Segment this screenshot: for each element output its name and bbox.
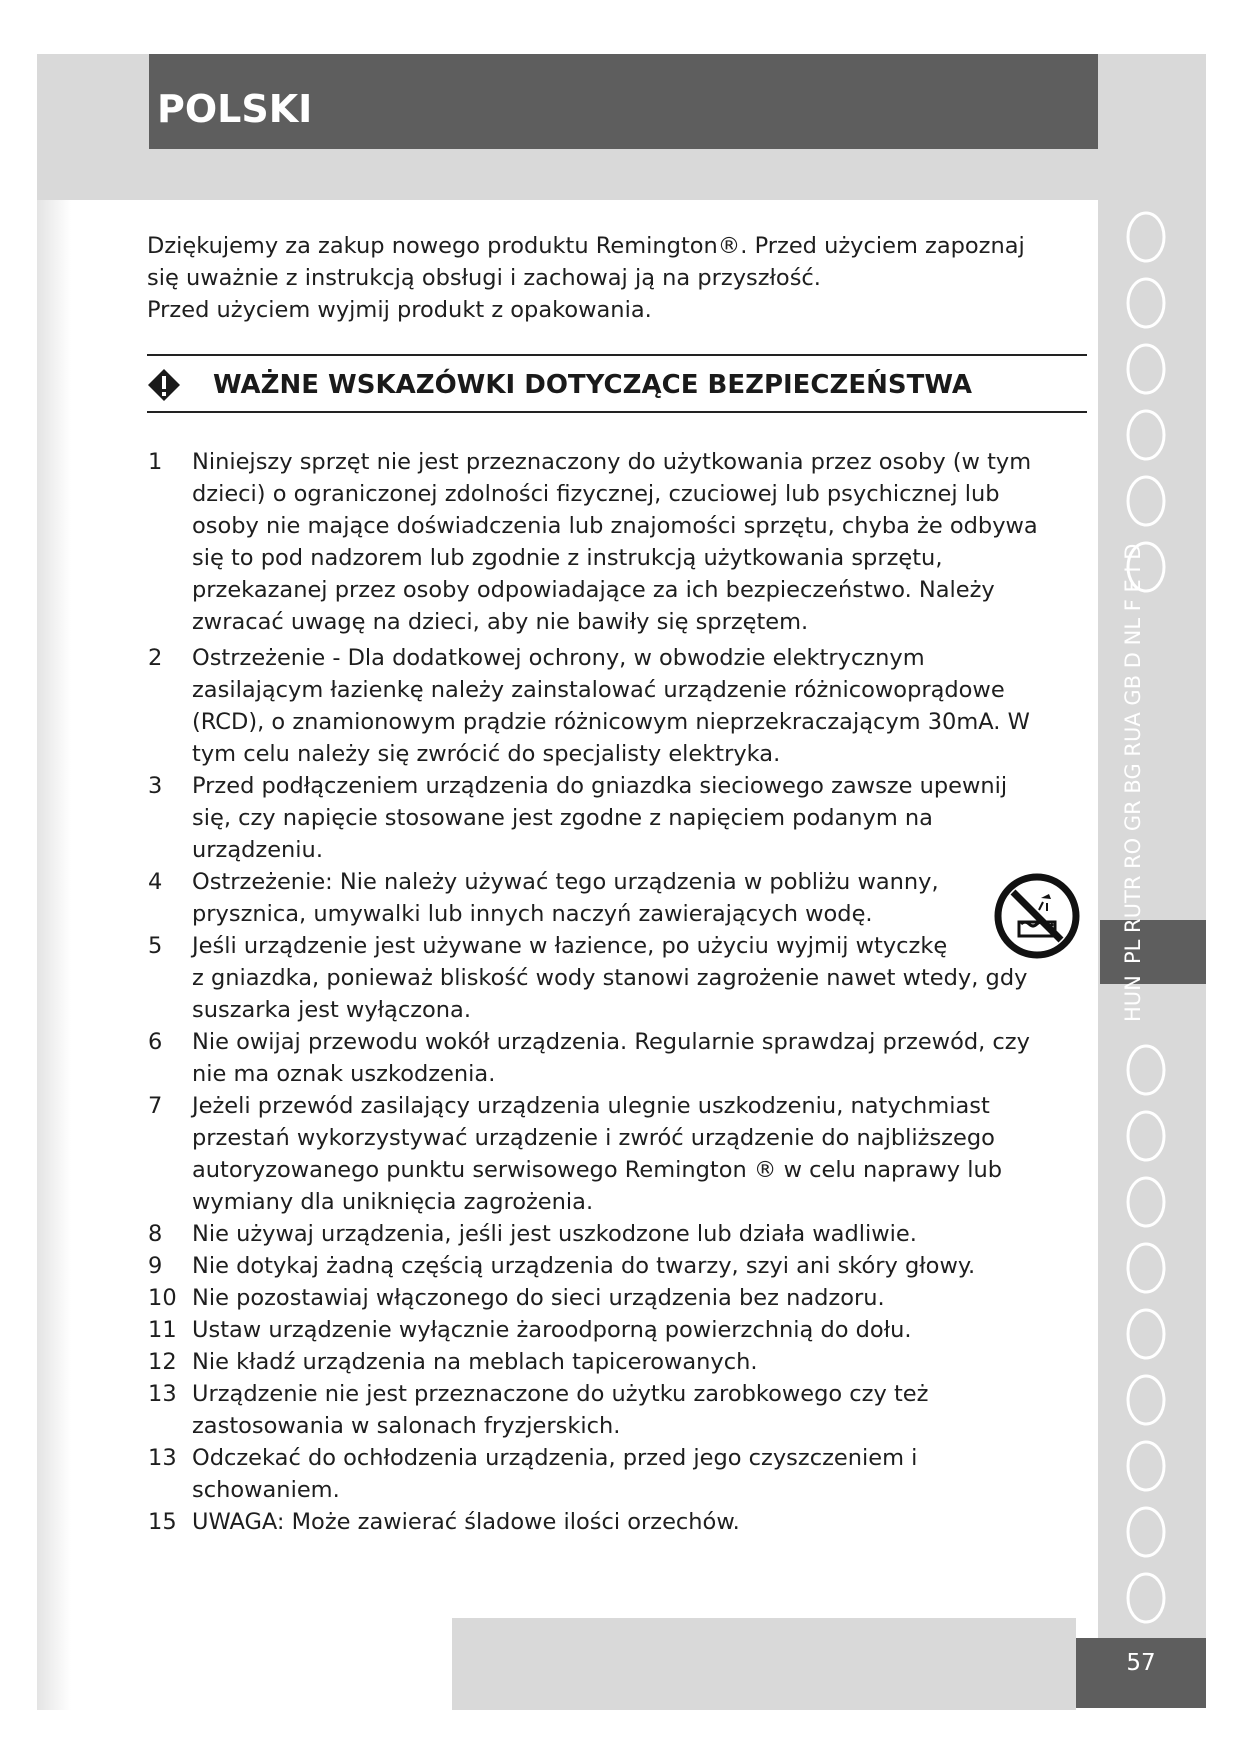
safety-item xyxy=(148,446,1068,638)
safety-item-line: Jeżeli przewód zasilający urządzenia ulegnie uszkodzeniu, natychmiast xyxy=(192,1093,990,1119)
safety-item-line: prysznica, umywalki lub innych naczyń zawierających wodę. xyxy=(192,901,873,927)
safety-heading-text: WAŻNE WSKAZÓWKI DOTYCZĄCE BEZPIECZEŃSTWA xyxy=(213,370,972,400)
safety-item xyxy=(148,1378,1068,1442)
safety-item-line: Nie pozostawiaj włączonego do sieci urządzenia bez nadzoru. xyxy=(192,1285,885,1311)
safety-item-line: osoby nie mające doświadczenia lub znajomości sprzętu, chyba że odbywa xyxy=(192,513,1038,539)
safety-item-number: 13 xyxy=(148,1445,177,1471)
left-shadow-band xyxy=(37,200,71,1710)
safety-item-line: Urządzenie nie jest przeznaczone do użytku zarobkowego czy też xyxy=(192,1381,929,1407)
language-codes-list: PL RUTR RO GR BG RUA GB D NL F E I D xyxy=(1121,543,1145,964)
safety-item xyxy=(148,1314,1068,1346)
safety-item xyxy=(148,1506,1068,1538)
safety-item xyxy=(148,866,1068,930)
safety-item xyxy=(148,1218,1068,1250)
safety-item-line: Nie używaj urządzenia, jeśli jest uszkodzone lub działa wadliwie. xyxy=(192,1221,917,1247)
safety-item-number: 9 xyxy=(148,1253,163,1279)
safety-item xyxy=(148,1442,1068,1506)
safety-item-line: Przed podłączeniem urządzenia do gniazdka sieciowego zawsze upewnij xyxy=(192,773,1008,799)
safety-item-line: Nie owijaj przewodu wokół urządzenia. Regularnie sprawdzaj przewód, czy xyxy=(192,1029,1030,1055)
safety-item-line: przestań wykorzystywać urządzenie i zwróć urządzenie do najbliższego xyxy=(192,1125,995,1151)
safety-item-line: autoryzowanego punktu serwisowego Remington ® w celu naprawy lub xyxy=(192,1157,1003,1183)
safety-item xyxy=(148,1090,1068,1218)
safety-item-line: Nie dotykaj żadną częścią urządzenia do twarzy, szyi ani skóry głowy. xyxy=(192,1253,976,1279)
language-code-hun: HUN xyxy=(1121,975,1145,1022)
safety-item-number: 12 xyxy=(148,1349,177,1375)
safety-item-text xyxy=(192,1026,1068,1090)
safety-item-line: suszarka jest wyłączona. xyxy=(192,997,471,1023)
safety-item-number: 10 xyxy=(148,1285,177,1311)
intro-text xyxy=(147,230,1067,326)
safety-heading xyxy=(147,366,1087,406)
safety-item-line: Odczekać do ochłodzenia urządzenia, przed jego czyszczeniem i xyxy=(192,1445,918,1471)
safety-item-line: wymiany dla uniknięcia zagrożenia. xyxy=(192,1189,594,1215)
safety-item-text xyxy=(192,1282,1068,1314)
safety-item-number: 11 xyxy=(148,1317,177,1343)
safety-item-line: Nie kładź urządzenia na meblach tapicerowanych. xyxy=(192,1349,758,1375)
safety-item-number: 4 xyxy=(148,869,163,895)
intro-line: Dziękujemy za zakup nowego produktu Remington®. Przed użyciem zapoznaj xyxy=(147,233,1025,259)
safety-item-number: 6 xyxy=(148,1029,163,1055)
safety-item-number: 15 xyxy=(148,1509,177,1535)
safety-item-line: zwracać uwagę na dzieci, aby nie bawiły się sprzętem. xyxy=(192,609,809,635)
safety-item-line: UWAGA: Może zawierać śladowe ilości orzechów. xyxy=(192,1509,740,1535)
footer-band xyxy=(452,1618,1076,1710)
safety-item-line: zastosowania w salonach fryzjerskich. xyxy=(192,1413,621,1439)
safety-item-number: 2 xyxy=(148,645,163,671)
safety-item xyxy=(148,1026,1068,1090)
safety-item-text xyxy=(192,1218,1068,1250)
safety-item-line: urządzeniu. xyxy=(192,837,323,863)
safety-item-text xyxy=(192,1442,1068,1506)
safety-item-line: Niniejszy sprzęt nie jest przeznaczony do użytkowania przez osoby (w tym xyxy=(192,449,1032,475)
warning-icon xyxy=(147,368,181,402)
safety-item xyxy=(148,930,1068,1026)
intro-line: Przed użyciem wyjmij produkt z opakowania. xyxy=(147,297,652,323)
safety-item-line: przekazanej przez osoby odpowiadające za ich bezpieczeństwo. Należy xyxy=(192,577,995,603)
safety-item-text xyxy=(192,1090,1068,1218)
safety-item-text xyxy=(192,642,1068,770)
safety-item-text xyxy=(192,1506,1068,1538)
safety-item xyxy=(148,1282,1068,1314)
safety-item-line: Ostrzeżenie: Nie należy używać tego urządzenia w pobliżu wanny, xyxy=(192,869,939,895)
safety-item-text xyxy=(192,1378,1068,1442)
safety-item-line: z gniazdka, ponieważ bliskość wody stanowi zagrożenie nawet wtedy, gdy xyxy=(192,965,1028,991)
safety-item-number: 3 xyxy=(148,773,163,799)
page-title: POLSKI xyxy=(157,87,313,131)
heading-rule-top xyxy=(147,354,1087,356)
safety-item-line: Ustaw urządzenie wyłącznie żaroodporną powierzchnią do dołu. xyxy=(192,1317,912,1343)
safety-item-line: dzieci) o ograniczonej zdolności fizycznej, czuciowej lub psychicznej lub xyxy=(192,481,1000,507)
safety-item-number: 1 xyxy=(148,449,163,475)
safety-item-line: Jeśli urządzenie jest używane w łazience, po użyciu wyjmij wtyczkę xyxy=(192,933,948,959)
safety-item-line: się to pod nadzorem lub zgodnie z instrukcją użytkowania sprzętu, xyxy=(192,545,943,571)
safety-item-number: 7 xyxy=(148,1093,163,1119)
safety-item-text xyxy=(192,1314,1068,1346)
language-codes xyxy=(1110,54,1152,1638)
safety-item-text xyxy=(192,866,1068,930)
safety-item xyxy=(148,770,1068,866)
safety-item-line: tym celu należy się zwrócić do specjalisty elektryka. xyxy=(192,741,781,767)
safety-item-text xyxy=(192,1346,1068,1378)
intro-line: się uważnie z instrukcją obsługi i zachowaj ją na przyszłość. xyxy=(147,265,821,291)
safety-item-line: nie ma oznak uszkodzenia. xyxy=(192,1061,496,1087)
safety-item xyxy=(148,1250,1068,1282)
no-shower-icon xyxy=(993,872,1081,960)
safety-item-text xyxy=(192,446,1068,638)
safety-item-text xyxy=(192,930,1068,1026)
safety-item-line: schowaniem. xyxy=(192,1477,340,1503)
page-number: 57 xyxy=(1126,1650,1156,1676)
safety-item-line: zasilającym łazienkę należy zainstalować urządzenie różnicowoprądowe xyxy=(192,677,1005,703)
safety-item-line: (RCD), o znamionowym prądzie różnicowym nieprzekraczającym 30mA. W xyxy=(192,709,1030,735)
heading-rule-bottom xyxy=(147,411,1087,413)
safety-item-number: 5 xyxy=(148,933,163,959)
safety-item-number: 13 xyxy=(148,1381,177,1407)
safety-item xyxy=(148,642,1068,770)
safety-item-text xyxy=(192,770,1068,866)
safety-item-number: 8 xyxy=(148,1221,163,1247)
safety-item-line: Ostrzeżenie - Dla dodatkowej ochrony, w obwodzie elektrycznym xyxy=(192,645,925,671)
safety-item-text xyxy=(192,1250,1068,1282)
safety-item xyxy=(148,1346,1068,1378)
safety-item-line: się, czy napięcie stosowane jest zgodne z napięciem podanym na xyxy=(192,805,933,831)
